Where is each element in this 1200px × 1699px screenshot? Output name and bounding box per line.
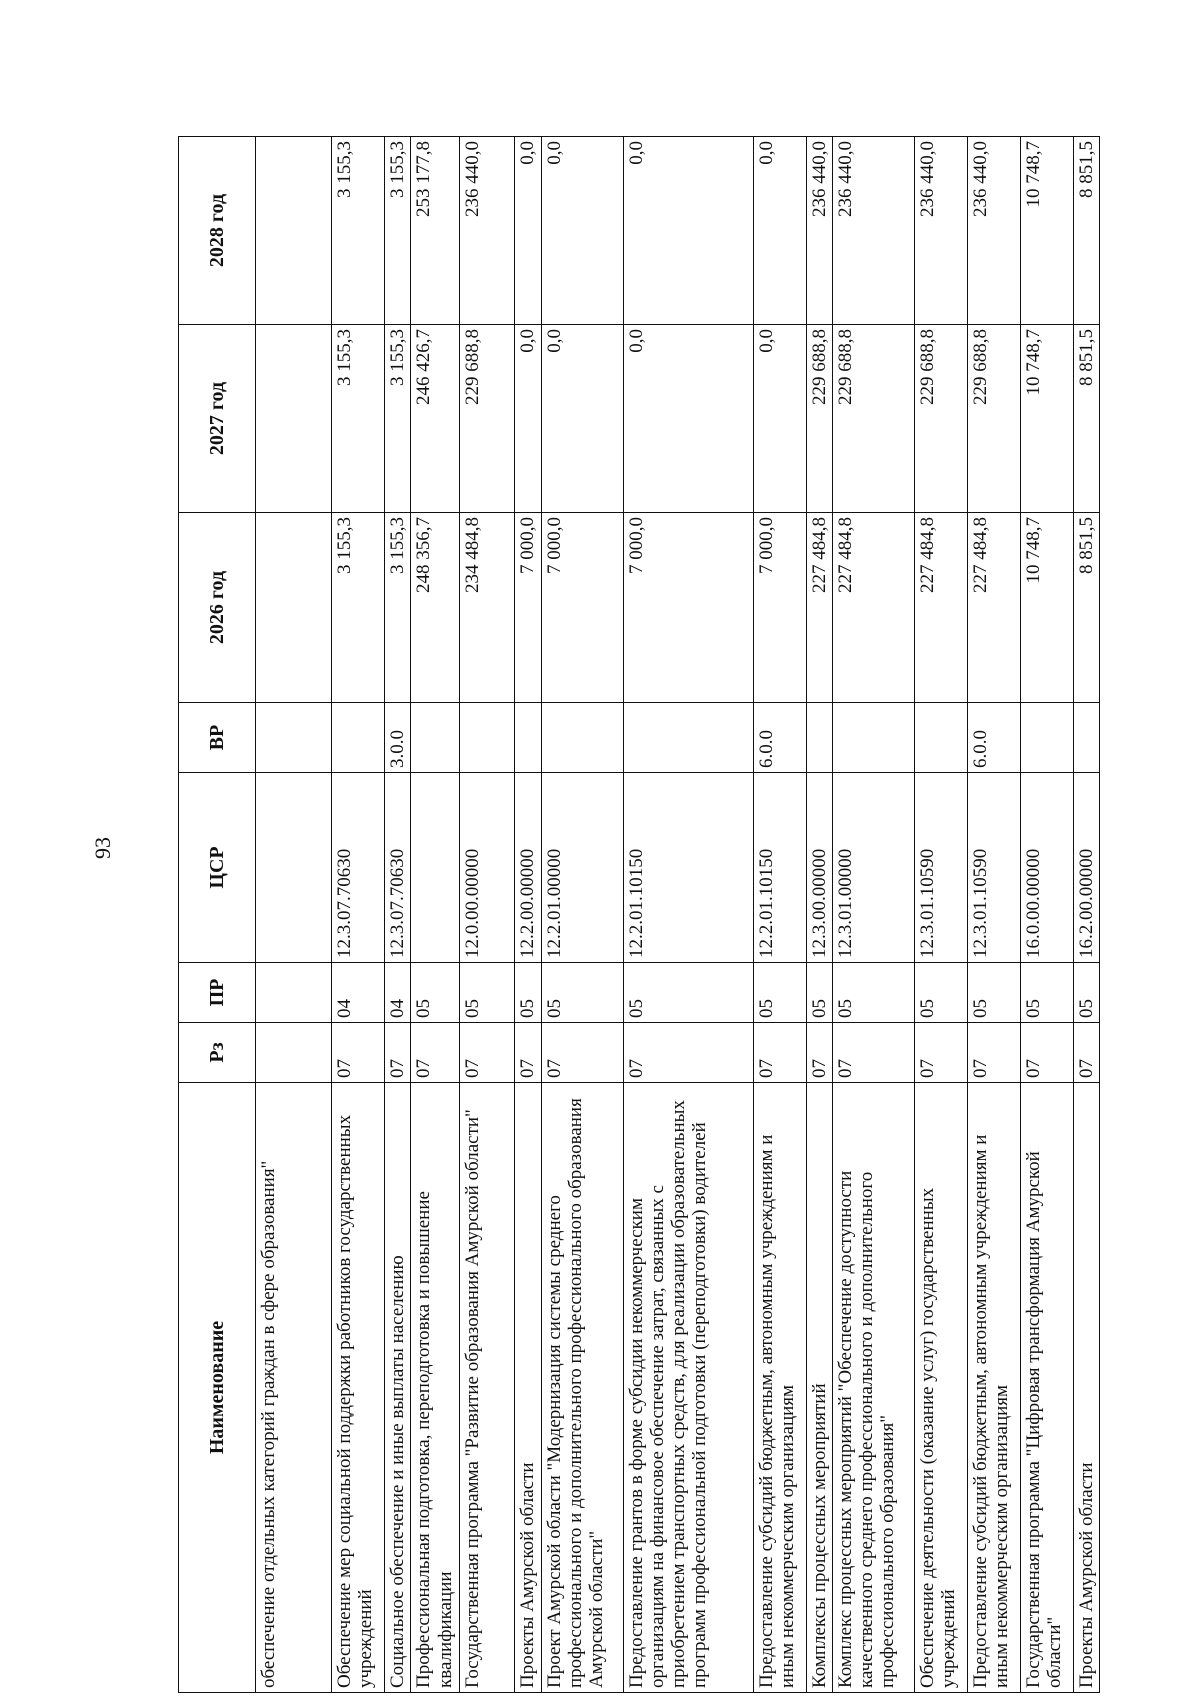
row-csr: 12.2.01.10150 xyxy=(753,773,806,963)
row-y2028: 236 440,0 xyxy=(914,137,967,325)
row-y2027: 0,0 xyxy=(541,325,623,513)
row-y2026: 227 484,8 xyxy=(967,513,1020,703)
row-name: Обеспечение деятельности (оказание услуг) государственных учреждений xyxy=(914,1083,967,1693)
row-vr xyxy=(256,703,332,773)
row-y2027: 3 155,3 xyxy=(385,325,411,513)
row-pr: 04 xyxy=(332,963,385,1023)
table-row xyxy=(460,137,515,1693)
row-y2026 xyxy=(256,513,332,703)
row-rz: 07 xyxy=(832,1023,914,1083)
row-pr: 05 xyxy=(515,963,541,1023)
row-pr: 05 xyxy=(411,963,460,1023)
budget-table xyxy=(178,136,1100,1693)
row-y2026: 3 155,3 xyxy=(332,513,385,703)
row-y2028: 3 155,3 xyxy=(385,137,411,325)
row-rz: 07 xyxy=(967,1023,1020,1083)
row-rz: 07 xyxy=(460,1023,515,1083)
row-rz: 07 xyxy=(753,1023,806,1083)
row-csr: 16.0.00.00000 xyxy=(1020,773,1073,963)
row-csr: 12.3.01.00000 xyxy=(832,773,914,963)
table-row xyxy=(753,137,806,1693)
row-y2027: 246 426,7 xyxy=(411,325,460,513)
row-name: Социальное обеспечение и иные выплаты населению xyxy=(385,1083,411,1693)
row-y2028: 10 748,7 xyxy=(1020,137,1073,325)
row-pr: 05 xyxy=(541,963,623,1023)
row-y2028: 0,0 xyxy=(753,137,806,325)
row-vr xyxy=(832,703,914,773)
row-pr: 05 xyxy=(460,963,515,1023)
row-y2026: 3 155,3 xyxy=(385,513,411,703)
row-name: Предоставление субсидий бюджетным, автономным учреждениям и иным некоммерческим организациям xyxy=(967,1083,1020,1693)
row-y2027: 229 688,8 xyxy=(967,325,1020,513)
row-rz: 07 xyxy=(411,1023,460,1083)
table-row xyxy=(385,137,411,1693)
row-rz: 07 xyxy=(806,1023,832,1083)
row-csr: 12.3.07.70630 xyxy=(385,773,411,963)
row-y2026: 227 484,8 xyxy=(806,513,832,703)
header-year-2026: 2026 год xyxy=(179,513,256,703)
row-y2026: 227 484,8 xyxy=(914,513,967,703)
row-y2027: 0,0 xyxy=(753,325,806,513)
row-y2028: 8 851,5 xyxy=(1073,137,1099,325)
table-row xyxy=(623,137,753,1693)
row-csr: 12.3.00.00000 xyxy=(806,773,832,963)
row-y2026: 7 000,0 xyxy=(515,513,541,703)
row-vr xyxy=(515,703,541,773)
row-y2027: 229 688,8 xyxy=(832,325,914,513)
row-pr: 05 xyxy=(1020,963,1073,1023)
row-y2028: 253 177,8 xyxy=(411,137,460,325)
header-csr: ЦСР xyxy=(179,773,256,963)
row-y2028: 236 440,0 xyxy=(460,137,515,325)
row-y2026: 227 484,8 xyxy=(832,513,914,703)
header-rz: Рз xyxy=(179,1023,256,1083)
row-vr xyxy=(623,703,753,773)
row-y2027: 8 851,5 xyxy=(1073,325,1099,513)
row-pr: 05 xyxy=(753,963,806,1023)
row-pr: 05 xyxy=(806,963,832,1023)
table-row xyxy=(832,137,914,1693)
row-rz: 07 xyxy=(332,1023,385,1083)
header-name: Наименование xyxy=(179,1083,256,1693)
row-vr xyxy=(914,703,967,773)
table-header-row xyxy=(179,137,256,1693)
row-y2028: 236 440,0 xyxy=(967,137,1020,325)
row-name: Комплекс процессных мероприятий "Обеспечение доступности качественного среднего профессионального и дополнительного профессионального образования" xyxy=(832,1083,914,1693)
row-y2027: 229 688,8 xyxy=(460,325,515,513)
row-pr: 05 xyxy=(1073,963,1099,1023)
row-csr: 16.2.00.00000 xyxy=(1073,773,1099,963)
row-name: Предоставление грантов в форме субсидии некоммерческим организациям на финансовое обеспечение затрат, связанных с приобретением транспортных средств, для реализации образовательных программ профессиональной подготовки (переподготовки) водителей xyxy=(623,1083,753,1693)
row-csr: 12.2.00.00000 xyxy=(515,773,541,963)
row-pr: 04 xyxy=(385,963,411,1023)
table-row xyxy=(332,137,385,1693)
row-y2026: 10 748,7 xyxy=(1020,513,1073,703)
row-vr xyxy=(1020,703,1073,773)
header-year-2027: 2027 год xyxy=(179,325,256,513)
row-name: обеспечение отдельных категорий граждан в сфере образования" xyxy=(256,1083,332,1693)
row-vr: 6.0.0 xyxy=(753,703,806,773)
table-row xyxy=(1020,137,1073,1693)
row-csr xyxy=(256,773,332,963)
row-y2028: 0,0 xyxy=(541,137,623,325)
row-csr: 12.0.00.00000 xyxy=(460,773,515,963)
row-name: Проекты Амурской области xyxy=(515,1083,541,1693)
row-rz: 07 xyxy=(623,1023,753,1083)
row-y2026: 234 484,8 xyxy=(460,513,515,703)
table-row xyxy=(411,137,460,1693)
table-row xyxy=(256,137,332,1693)
row-vr xyxy=(1073,703,1099,773)
row-csr: 12.2.01.10150 xyxy=(623,773,753,963)
row-y2027: 3 155,3 xyxy=(332,325,385,513)
row-csr xyxy=(411,773,460,963)
row-y2028: 236 440,0 xyxy=(832,137,914,325)
row-y2026: 7 000,0 xyxy=(541,513,623,703)
row-rz xyxy=(256,1023,332,1083)
row-vr xyxy=(541,703,623,773)
row-name: Государственная программа "Цифровая трансформация Амурской области" xyxy=(1020,1083,1073,1693)
row-y2028: 0,0 xyxy=(515,137,541,325)
row-vr xyxy=(332,703,385,773)
row-y2027 xyxy=(256,325,332,513)
row-y2026: 8 851,5 xyxy=(1073,513,1099,703)
row-y2026: 248 356,7 xyxy=(411,513,460,703)
row-name: Проекты Амурской области xyxy=(1073,1083,1099,1693)
row-name: Комплексы процессных мероприятий xyxy=(806,1083,832,1693)
row-y2027: 10 748,7 xyxy=(1020,325,1073,513)
row-rz: 07 xyxy=(1073,1023,1099,1083)
table-row xyxy=(806,137,832,1693)
row-y2026: 7 000,0 xyxy=(753,513,806,703)
row-pr: 05 xyxy=(832,963,914,1023)
row-y2028: 0,0 xyxy=(623,137,753,325)
row-y2028 xyxy=(256,137,332,325)
row-csr: 12.3.01.10590 xyxy=(914,773,967,963)
row-pr: 05 xyxy=(967,963,1020,1023)
table-row xyxy=(541,137,623,1693)
table-row xyxy=(515,137,541,1693)
row-rz: 07 xyxy=(1020,1023,1073,1083)
table-row xyxy=(914,137,967,1693)
row-y2028: 236 440,0 xyxy=(806,137,832,325)
row-pr: 05 xyxy=(914,963,967,1023)
row-vr xyxy=(460,703,515,773)
row-vr: 6.0.0 xyxy=(967,703,1020,773)
header-vr: ВР xyxy=(179,703,256,773)
row-rz: 07 xyxy=(385,1023,411,1083)
table-row xyxy=(1073,137,1099,1693)
rotated-table-container xyxy=(178,137,1178,1693)
row-name: Обеспечение мер социальной поддержки работников государственных учреждений xyxy=(332,1083,385,1693)
row-pr: 05 xyxy=(623,963,753,1023)
row-y2028: 3 155,3 xyxy=(332,137,385,325)
row-rz: 07 xyxy=(914,1023,967,1083)
table-row xyxy=(967,137,1020,1693)
row-rz: 07 xyxy=(515,1023,541,1083)
row-name: Профессиональная подготовка, переподготовка и повышение квалификации xyxy=(411,1083,460,1693)
row-csr: 12.3.07.70630 xyxy=(332,773,385,963)
row-vr xyxy=(411,703,460,773)
row-name: Проект Амурской области "Модернизация системы среднего профессионального и дополнительного профессионального образования Амурской области" xyxy=(541,1083,623,1693)
header-year-2028: 2028 год xyxy=(179,137,256,325)
row-y2027: 0,0 xyxy=(623,325,753,513)
row-y2027: 229 688,8 xyxy=(914,325,967,513)
row-y2027: 229 688,8 xyxy=(806,325,832,513)
row-vr: 3.0.0 xyxy=(385,703,411,773)
row-csr: 12.2.01.00000 xyxy=(541,773,623,963)
row-name: Предоставление субсидий бюджетным, автономным учреждениям и иным некоммерческим организациям xyxy=(753,1083,806,1693)
row-y2026: 7 000,0 xyxy=(623,513,753,703)
page-number: 93 xyxy=(90,837,115,859)
row-rz: 07 xyxy=(541,1023,623,1083)
row-y2027: 0,0 xyxy=(515,325,541,513)
row-csr: 12.3.01.10590 xyxy=(967,773,1020,963)
header-pr: ПР xyxy=(179,963,256,1023)
row-pr xyxy=(256,963,332,1023)
row-name: Государственная программа "Развитие образования Амурской области" xyxy=(460,1083,515,1693)
row-vr xyxy=(806,703,832,773)
